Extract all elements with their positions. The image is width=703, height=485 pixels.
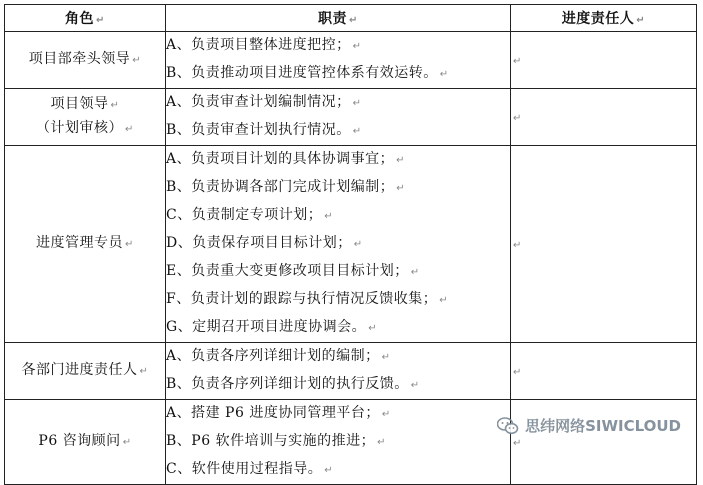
owner-cell[interactable]: ↵ — [511, 146, 697, 343]
role-cell: 各部门进度责任人 ↵ — [5, 343, 166, 400]
duty-item: A、搭建 P6 进度协同管理平台； ↵ — [166, 405, 391, 421]
duty-item: B、负责推动项目进度管控体系有效运转。 ↵ — [166, 65, 449, 81]
watermark-text: 思纬网络SIWICLOUD — [525, 417, 681, 435]
duty-item: D、负责保存项目目标计划； ↵ — [166, 235, 363, 251]
duty-item: A、负责项目整体进度把控； ↵ — [166, 37, 362, 53]
duties-cell — [166, 146, 511, 343]
duty-item: C、负责制定专项计划； ↵ — [166, 207, 334, 223]
table-row — [5, 32, 697, 89]
owner-cell[interactable]: ↵ — [511, 32, 697, 89]
table-header-row — [5, 5, 697, 32]
owner-cell[interactable]: ↵ — [511, 400, 697, 485]
responsibility-table — [4, 4, 697, 485]
role-cell: P6 咨询顾问 ↵ — [5, 400, 166, 485]
duty-item: B、负责协调各部门完成计划编制； ↵ — [166, 179, 406, 195]
duty-item: C、软件使用过程指导。 ↵ — [166, 461, 334, 477]
duty-item: A、负责项目计划的具体协调事宜； ↵ — [166, 151, 406, 167]
table-row — [5, 400, 697, 485]
header-role: 角色 ↵ — [5, 5, 166, 32]
wechat-icon — [497, 417, 519, 435]
role-cell: 进度管理专员 ↵ — [5, 146, 166, 343]
table-row — [5, 89, 697, 146]
duties-cell — [166, 400, 511, 485]
duty-item: B、负责审查计划执行情况。 ↵ — [166, 122, 362, 138]
owner-cell[interactable]: ↵ — [511, 343, 697, 400]
duty-item: B、P6 软件培训与实施的推进； ↵ — [166, 433, 386, 449]
table-row — [5, 343, 697, 400]
table-row — [5, 146, 697, 343]
duty-item: E、负责重大变更修改项目目标计划； ↵ — [166, 263, 420, 279]
duty-item: B、负责各序列详细计划的执行反馈。 ↵ — [166, 376, 420, 392]
watermark — [497, 415, 681, 436]
duties-cell — [166, 343, 511, 400]
duty-item: A、负责审查计划编制情况； ↵ — [166, 94, 362, 110]
role-cell: 项目部牵头领导 ↵ — [5, 32, 166, 89]
duties-cell — [166, 32, 511, 89]
duty-item: A、负责各序列详细计划的编制； ↵ — [166, 348, 391, 364]
header-duties: 职责 ↵ — [166, 5, 511, 32]
role-cell: 项目领导 ↵ （计划审核） ↵ — [5, 89, 166, 146]
duties-cell — [166, 89, 511, 146]
duty-item: G、定期召开项目进度协调会。 ↵ — [166, 319, 378, 335]
header-owner: 进度责任人 ↵ — [511, 5, 697, 32]
owner-cell[interactable]: ↵ — [511, 89, 697, 146]
duty-item: F、负责计划的跟踪与执行情况反馈收集； ↵ — [166, 291, 449, 307]
